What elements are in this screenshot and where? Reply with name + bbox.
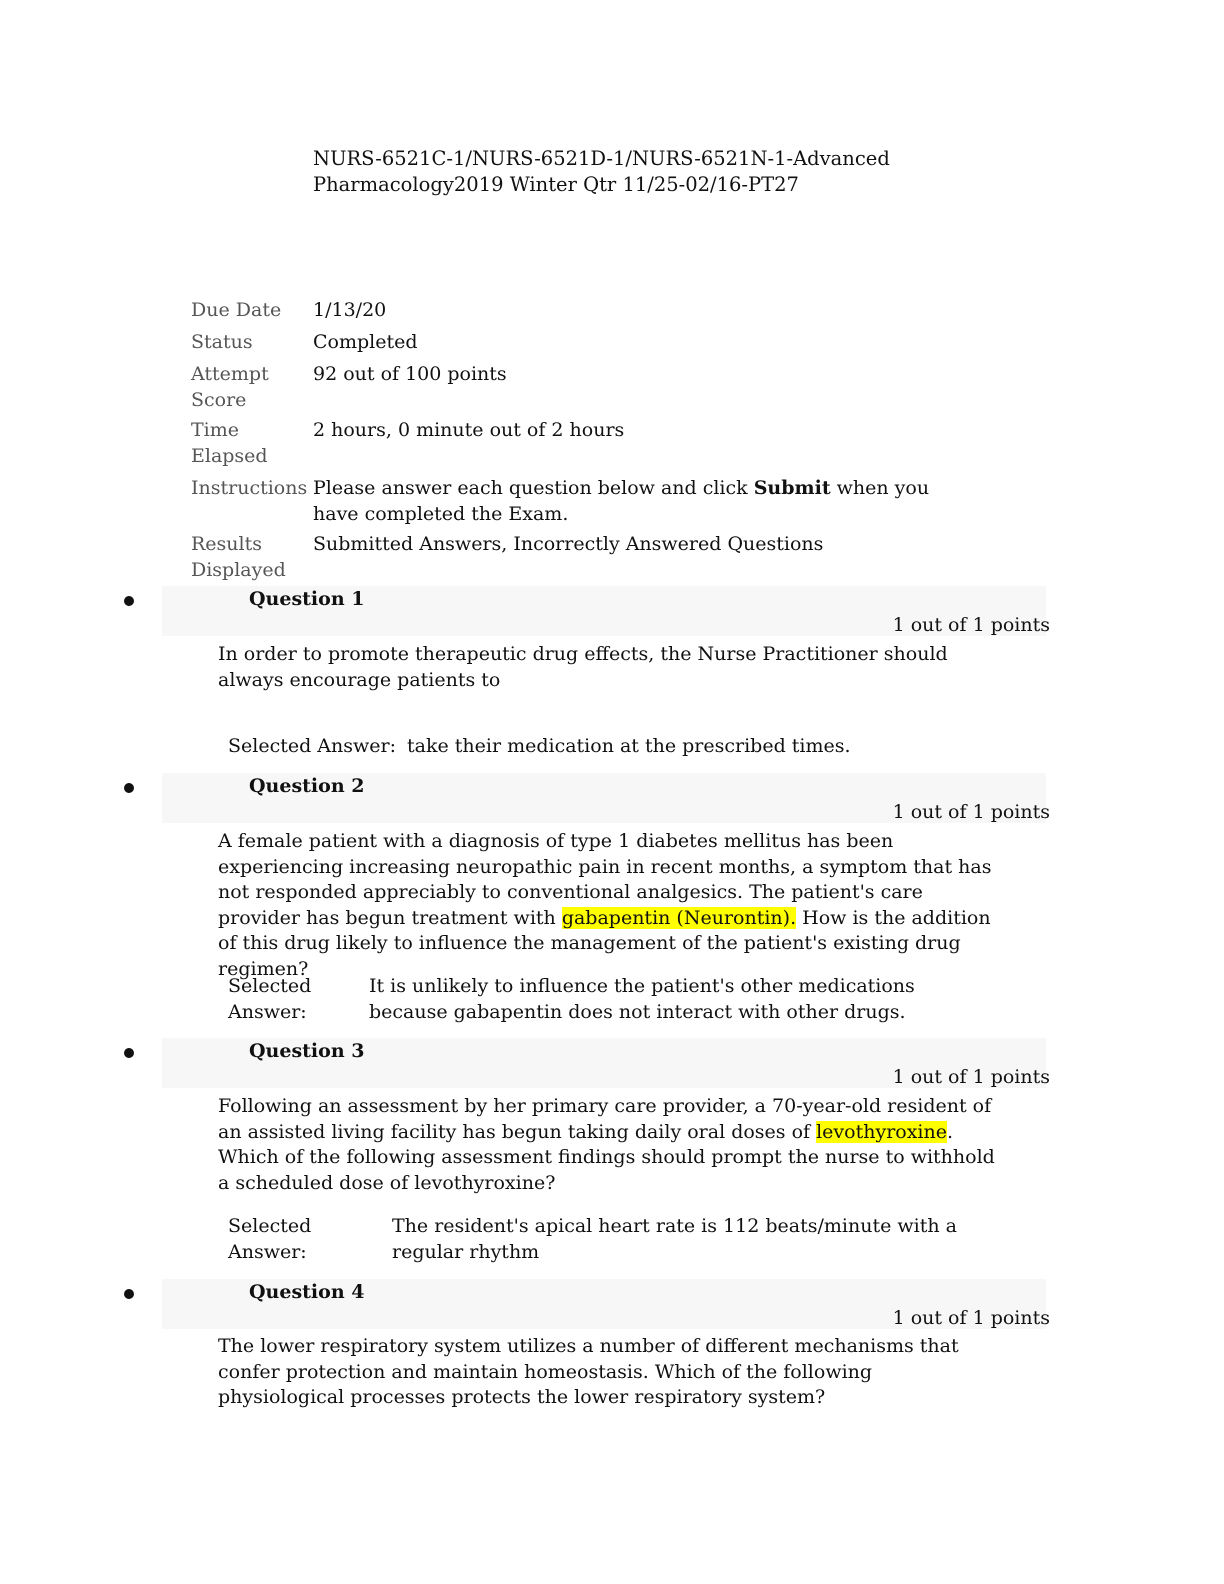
- bullet-icon: [124, 596, 134, 606]
- selected-answer: take their medication at the prescribed times.: [407, 735, 851, 757]
- question-text: The lower respiratory system utilizes a number of different mechanisms that confer protection and maintain homeostasis. Which of the following physiological processes protects the lower respiratory system?: [218, 1335, 959, 1408]
- question-title: Question 2: [249, 775, 365, 797]
- bullet-icon: [124, 1289, 134, 1299]
- selected-answer: The resident's apical heart rate is 112 beats/minute with a regular rhythm: [392, 1215, 957, 1263]
- attempt-score-label: Attempt Score: [191, 363, 269, 411]
- question-text: In order to promote therapeutic drug effects, the Nurse Practitioner should always encourage patients to: [218, 643, 948, 691]
- question-points: 1 out of 1 points: [892, 1307, 1050, 1329]
- status-value: Completed: [313, 331, 418, 353]
- selected-answer-label: Selected Answer:: [228, 1215, 312, 1263]
- selected-answer-label: Selected Answer:: [228, 975, 312, 1023]
- submit-keyword: Submit: [753, 477, 831, 499]
- instructions-label: Instructions: [191, 477, 308, 499]
- bullet-icon: [124, 1048, 134, 1058]
- highlighted-drug: gabapentin (Neurontin).: [561, 906, 797, 929]
- bullet-icon: [124, 783, 134, 793]
- question-text: A female patient with a diagnosis of type 1 diabetes mellitus has been experiencing increasing neuropathic pain in recent months, a symptom that has not responded appreciably to conventional analgesics. The patient's care provider has begun treatment with gabapentin (Neurontin). How is the addition of this drug likely to influence the management of the patient's existing drug regimen?: [218, 830, 992, 980]
- selected-answer: It is unlikely to influence the patient's other medications because gabapentin does not interact with other drugs.: [369, 975, 915, 1023]
- question-points: 1 out of 1 points: [892, 801, 1050, 823]
- question-text: Following an assessment by her primary care provider, a 70-year-old resident of an assisted living facility has begun taking daily oral doses of levothyroxine. Which of the following assessment findings should prompt the nurse to withhold a scheduled dose of levothyroxine?: [218, 1095, 995, 1194]
- results-displayed-value: Submitted Answers, Incorrectly Answered Questions: [313, 533, 824, 555]
- question-points: 1 out of 1 points: [892, 1066, 1050, 1088]
- due-date-value: 1/13/20: [313, 299, 387, 321]
- question-title: Question 1: [249, 588, 365, 610]
- instructions-value: Please answer each question below and click Submit when you have completed the Exam.: [313, 477, 930, 525]
- time-elapsed-value: 2 hours, 0 minute out of 2 hours: [313, 419, 625, 441]
- question-points: 1 out of 1 points: [892, 614, 1050, 636]
- question-title: Question 4: [249, 1281, 365, 1303]
- course-title: NURS-6521C-1/NURS-6521D-1/NURS-6521N-1-Advanced Pharmacology2019 Winter Qtr 11/25-02/16-PT27: [313, 147, 890, 196]
- attempt-score-value: 92 out of 100 points: [313, 363, 507, 385]
- time-elapsed-label: Time Elapsed: [191, 419, 268, 467]
- results-displayed-label: Results Displayed: [191, 533, 286, 581]
- selected-answer-label: Selected Answer:: [228, 735, 397, 757]
- status-label: Status: [191, 331, 253, 353]
- highlighted-drug: levothyroxine: [816, 1120, 947, 1143]
- due-date-label: Due Date: [191, 299, 282, 321]
- question-title: Question 3: [249, 1040, 365, 1062]
